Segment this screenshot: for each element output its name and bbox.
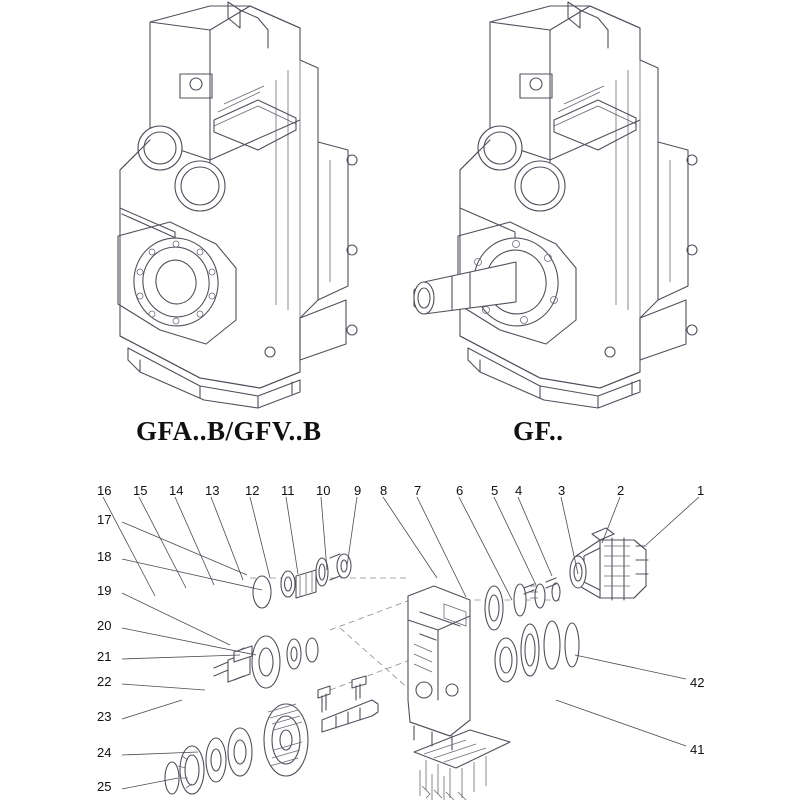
caption-gfa-b-gfv-b: GFA..B/GFV..B [136,416,322,446]
callout-5: 5 [491,483,499,498]
callout-11: 11 [281,483,295,498]
callout-17: 17 [97,512,112,527]
callout-14: 14 [169,483,184,498]
callout-7: 7 [414,483,422,498]
callout-1: 1 [697,483,705,498]
callout-12: 12 [245,483,260,498]
callout-4: 4 [515,483,523,498]
callout-10: 10 [316,483,331,498]
callout-3: 3 [558,483,566,498]
callout-22: 22 [97,674,112,689]
gearbox-isometric-outline-left [118,2,357,408]
caption-gf: GF.. [513,416,564,446]
callout-13: 13 [205,483,220,498]
callout-24: 24 [97,745,112,760]
callout-21: 21 [97,649,112,664]
callout-20: 20 [97,618,112,633]
callout-8: 8 [380,483,388,498]
callout-25: 25 [97,779,112,794]
callout-18: 18 [97,549,112,564]
callout-2: 2 [617,483,625,498]
callout-23: 23 [97,709,112,724]
callout-9: 9 [354,483,362,498]
callout-16: 16 [97,483,112,498]
callout-42: 42 [690,675,705,690]
callout-41: 41 [690,742,705,757]
callout-6: 6 [456,483,464,498]
callout-19: 19 [97,583,112,598]
gearbox-isometric-outline-right [414,2,697,408]
exploded-parts-diagram [165,528,648,800]
callout-15: 15 [133,483,148,498]
